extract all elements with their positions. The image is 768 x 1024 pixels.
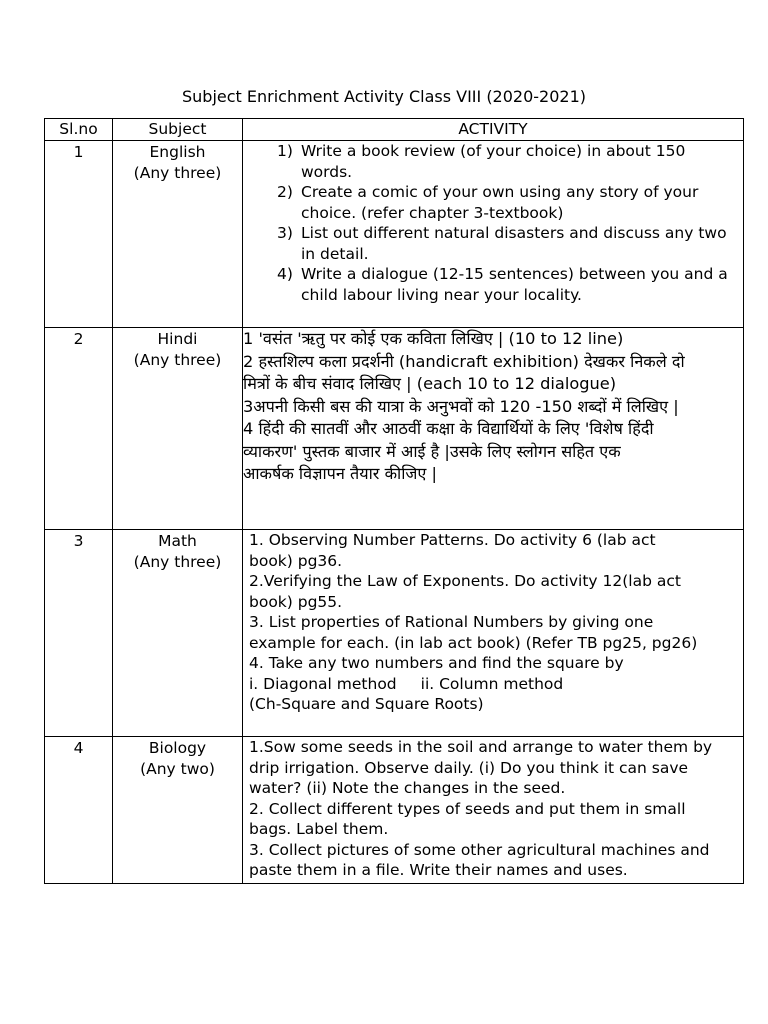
biology-line: bags. Label them. (249, 820, 389, 838)
item-number: 3) (277, 224, 293, 242)
item-text: Write a dialogue (12-15 sentences) between you and a child labour living near your locality. (301, 265, 728, 304)
subject-choice: (Any three) (133, 350, 222, 369)
method-diagonal: i. Diagonal method (249, 674, 397, 693)
math-line: book) pg55. (249, 592, 343, 611)
activity-cell (243, 737, 744, 884)
item-text: Create a comic of your own using any story of your choice. (refer chapter 3-textbook) (301, 183, 699, 222)
subject-name: Biology (148, 739, 207, 757)
item-number: 2) (277, 183, 293, 201)
item-number: 1) (277, 142, 293, 160)
list-item (277, 141, 739, 182)
table-row (45, 737, 744, 884)
subject-cell (113, 737, 243, 884)
biology-line: paste them in a file. Write their names and uses. (249, 861, 628, 879)
biology-line: water? (ii) Note the changes in the seed. (249, 779, 566, 797)
item-text: Write a book review (of your choice) in about 150 words. (301, 142, 686, 181)
hindi-line: आकर्षक विज्ञापन तैयार कीजिए | (243, 464, 437, 483)
math-line: (Ch-Square and Square Roots) (249, 695, 484, 713)
subject-choice: (Any three) (133, 163, 222, 182)
list-item (277, 223, 739, 264)
header-subject: Subject (113, 119, 243, 141)
biology-line: 3. Collect pictures of some other agricultural machines and (249, 840, 710, 859)
subject-name: Hindi (157, 330, 198, 348)
activity-cell (243, 530, 744, 737)
activity-table (44, 118, 744, 884)
hindi-line: 3अपनी किसी बस की यात्रा के अनुभवों को 120 -150 शब्दों में लिखिए | (243, 396, 679, 416)
biology-line: 2. Collect different types of seeds and put them in small (249, 799, 686, 818)
subject-choice: (Any three) (133, 552, 222, 571)
row-number: 1 (45, 141, 113, 328)
method-column: ii. Column method (420, 674, 564, 693)
math-line: book) pg36. (249, 551, 343, 570)
math-line: 2.Verifying the Law of Exponents. Do activity 12(lab act (249, 572, 681, 590)
subject-name: Math (158, 532, 197, 550)
subject-name: English (149, 143, 206, 161)
item-number: 4) (277, 265, 293, 283)
hindi-line: व्याकरण' पुस्तक बाजार में आई है |उसके लिए स्लोगन सहित एक (243, 441, 621, 461)
biology-line: 1.Sow some seeds in the soil and arrange to water them by (249, 738, 713, 756)
math-methods-line (249, 674, 739, 695)
list-item (277, 182, 739, 223)
list-item (277, 264, 739, 305)
table-row (45, 328, 744, 530)
subject-cell (113, 530, 243, 737)
math-line: example for each. (in lab act book) (Refer TB pg25, pg26) (249, 633, 698, 652)
math-line: 3. List properties of Rational Numbers by giving one (249, 613, 654, 631)
biology-line: drip irrigation. Observe daily. (i) Do you think it can save (249, 758, 689, 777)
hindi-line: 4 हिंदी की सातवीं और आठवीं कक्षा के विद्यार्थियों के लिए 'विशेष हिंदी (243, 419, 654, 438)
subject-cell (113, 141, 243, 328)
header-slno: Sl.no (45, 119, 113, 141)
header-activity: ACTIVITY (243, 119, 744, 141)
row-number: 4 (45, 737, 113, 884)
hindi-line: 2 हस्तशिल्प कला प्रदर्शनी (handicraft exhibition) देखकर निकले दो (243, 351, 685, 371)
math-line: 1. Observing Number Patterns. Do activity 6 (lab act (249, 531, 656, 549)
english-activity-list (249, 141, 739, 305)
math-line: 4. Take any two numbers and find the square by (249, 654, 624, 672)
hindi-line: मित्रों के बीच संवाद लिखिए | (each 10 to 12 dialogue) (243, 374, 617, 393)
activity-cell (243, 141, 744, 328)
table-header-row (45, 119, 744, 141)
table-row (45, 141, 744, 328)
document-title: Subject Enrichment Activity Class VIII (2020-2021) (181, 87, 587, 106)
activity-cell (243, 328, 744, 530)
table-row (45, 530, 744, 737)
subject-cell (113, 328, 243, 530)
item-text: List out different natural disasters and discuss any two in detail. (301, 224, 727, 263)
row-number: 2 (45, 328, 113, 530)
row-number: 3 (45, 530, 113, 737)
hindi-line: 1 'वसंत 'ऋतु पर कोई एक कविता लिखिए | (10 to 12 line) (243, 329, 624, 348)
subject-choice: (Any two) (140, 759, 215, 778)
